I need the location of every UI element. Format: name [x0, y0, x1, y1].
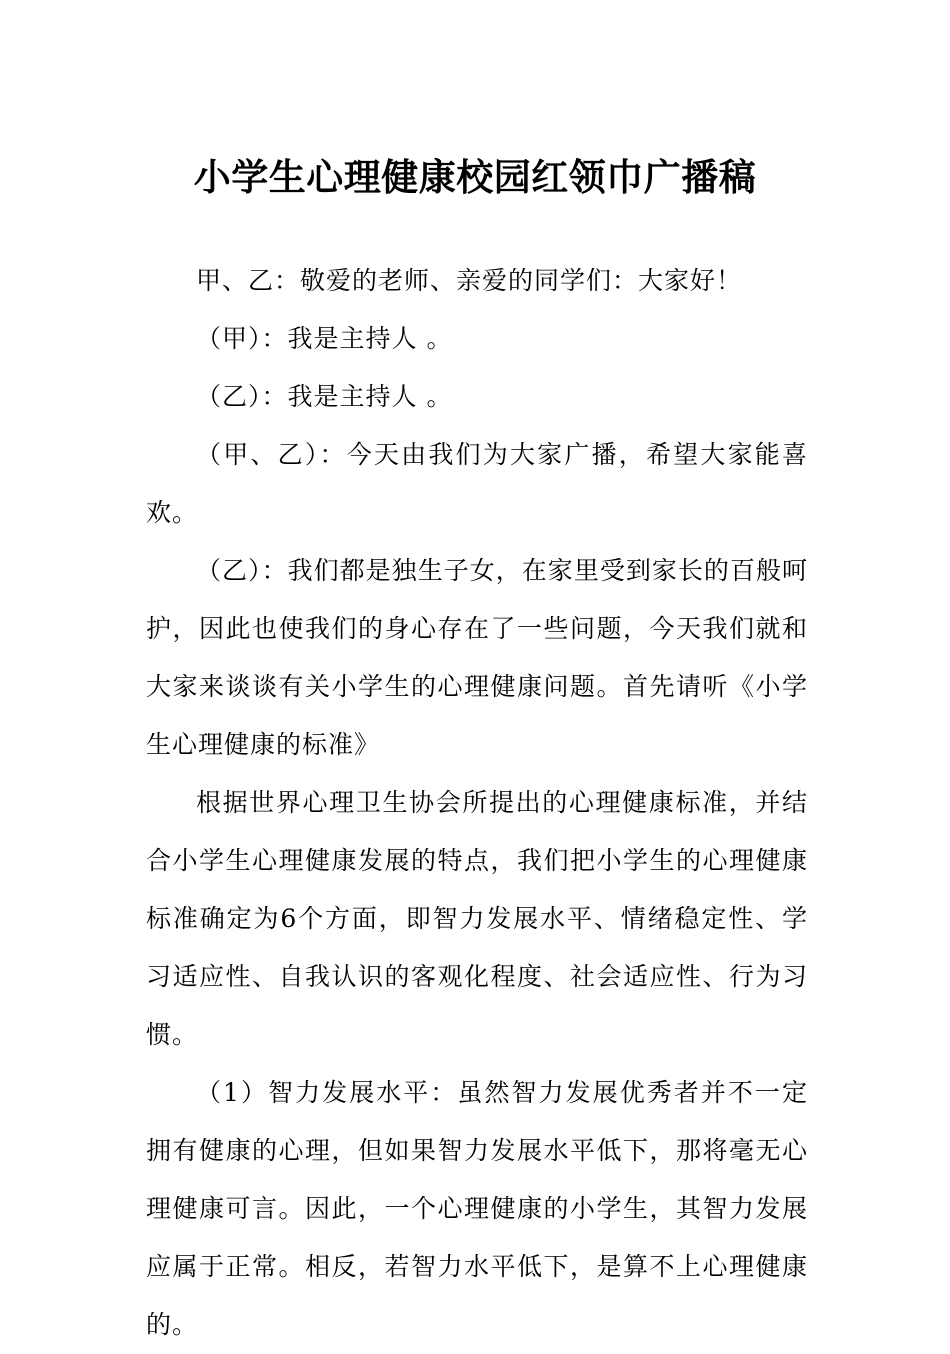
paragraph-intro: （甲、乙）：今天由我们为大家广播，希望大家能喜欢。 [146, 440, 808, 527]
document-title: 小学生心理健康校园红领巾广播稿 [193, 154, 757, 199]
paragraph-host-b: （乙）：我是主持人 。 [196, 382, 453, 411]
document-body [146, 252, 808, 1354]
paragraph-topic: （乙）：我们都是独生子女，在家里受到家长的百般呵护，因此也使我们的身心存在了一些问题，今天我们就和大家来谈谈有关小学生的心理健康问题。首先请听《小学生心理健康的标准》 [146, 556, 808, 759]
paragraph-host-a: （甲）：我是主持人 。 [196, 324, 453, 353]
paragraph-standards: 根据世界心理卫生协会所提出的心理健康标准，并结合小学生心理健康发展的特点，我们把小学生的心理健康标准确定为6个方面，即智力发展水平、情绪稳定性、学习适应性、自我认识的客观化程度、社会适应性、行为习惯。 [146, 788, 808, 1049]
paragraph-greeting: 甲、乙：敬爱的老师、亲爱的同学们：大家好！ [196, 266, 743, 295]
paragraph-intelligence: （1）智力发展水平：虽然智力发展优秀者并不一定拥有健康的心理，但如果智力发展水平低下，那将毫无心理健康可言。因此，一个心理健康的小学生，其智力发展应属于正常。相反，若智力水平低下，是算不上心理健康的。 [146, 1078, 808, 1339]
